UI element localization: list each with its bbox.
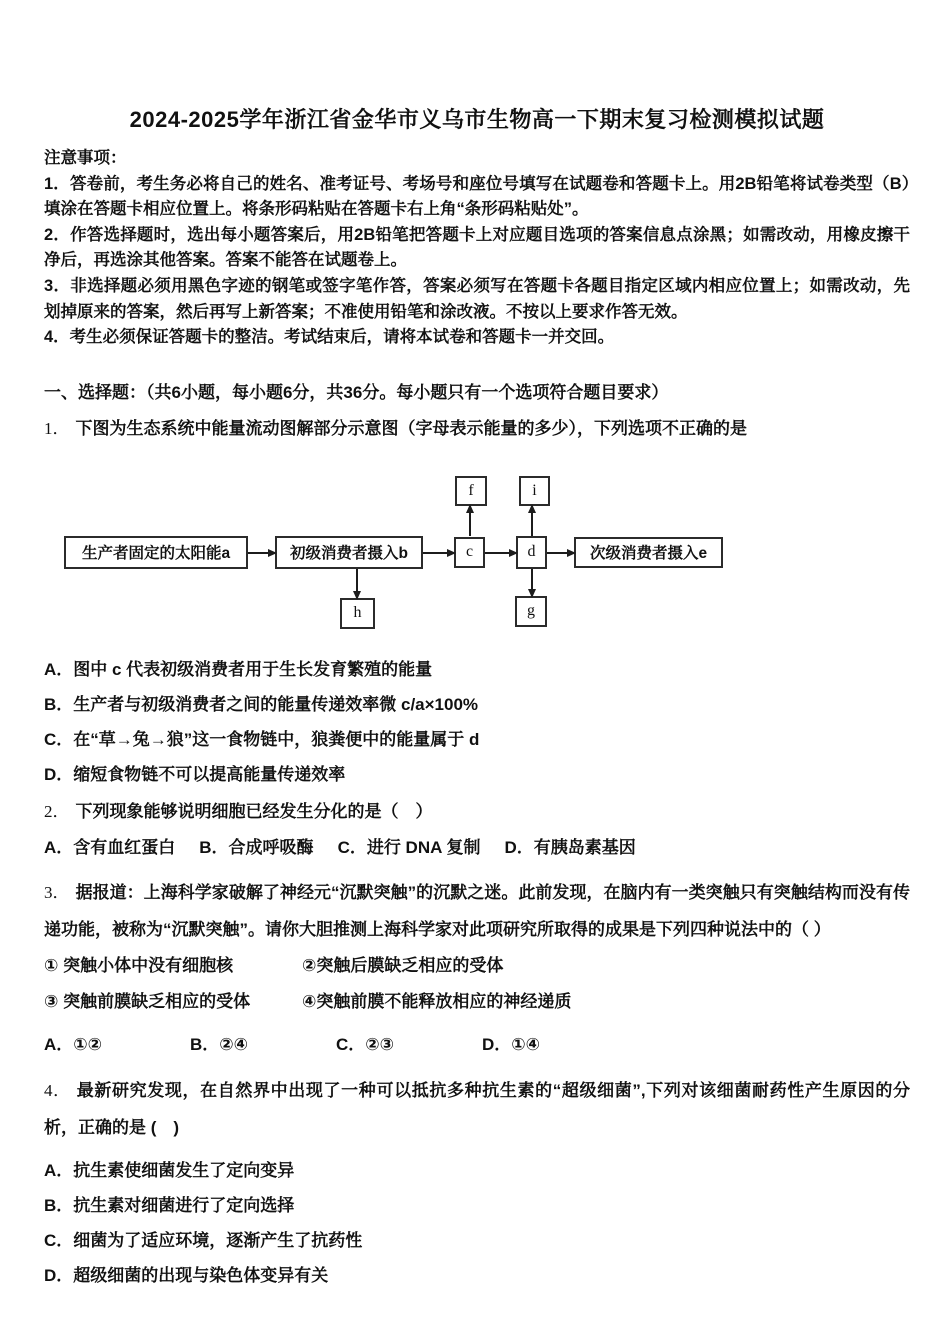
diagram-box-b: 初级消费者摄入b [275, 536, 423, 569]
question-2-options [44, 837, 910, 859]
question-1-stem [44, 417, 910, 441]
diagram-arrow-d-to-g [531, 569, 533, 596]
question-1-options [44, 659, 910, 786]
diagram-box-e: 次级消费者摄入e [574, 537, 723, 568]
diagram-arrow-a-to-b [248, 552, 275, 554]
question-3-option-d: D．①④ [482, 1034, 541, 1054]
question-1-option-d: D．缩短食物链不可以提高能量传递效率 [44, 764, 346, 784]
question-2-option-c: C．进行 DNA 复制 [337, 837, 481, 857]
notice-item-4: 4．考生必须保证答题卡的整洁。考试结束后，请将本试卷和答题卡一并交回。 [44, 328, 615, 347]
question-4 [44, 1072, 910, 1287]
question-4-stem [44, 1072, 910, 1146]
questions-area [44, 417, 910, 1287]
question-3-statements-row-2 [44, 984, 910, 1020]
diagram-box-a: 生产者固定的太阳能a [64, 536, 248, 569]
question-4-option-d: D．超级细菌的出现与染色体变异有关 [44, 1265, 329, 1285]
diagram-box-d: d [516, 536, 547, 569]
question-1-number: 1． [44, 418, 70, 438]
question-4-option-b: B．抗生素对细菌进行了定向选择 [44, 1195, 295, 1215]
page-title: 2024-2025学年浙江省金华市义乌市生物高一下期末复习检测模拟试题 [129, 107, 825, 132]
diagram-box-g: g [515, 596, 547, 627]
question-3-stem [44, 874, 910, 948]
question-3-stem-text: 据报道：上海科学家破解了神经元“沉默突触”的沉默之迷。此前发现，在脑内有一类突触只有突触结构而没有传递功能，被称为“沉默突触”。请你大胆推测上海科学家对此项研究所取得的成果是下列四种说法中的（ ） [44, 882, 911, 939]
question-4-option-a: A．抗生素使细菌发生了定向变异 [44, 1160, 295, 1180]
question-3-statement-2: ②突触后膜缺乏相应的受体 [302, 955, 504, 975]
diagram-arrow-b-to-h [356, 569, 358, 598]
notice-section [44, 146, 910, 351]
question-4-number: 4． [44, 1080, 71, 1100]
question-1-option-b: B．生产者与初级消费者之间的能量传递效率微 c/a×100% [44, 694, 479, 714]
diagram-arrow-c-to-f [469, 506, 471, 536]
question-3-statement-1: ① 突触小体中没有细胞核 [44, 955, 234, 975]
question-3-option-b: B．②④ [190, 1034, 249, 1054]
question-3-options [44, 1027, 910, 1063]
question-3-statement-3: ③ 突触前膜缺乏相应的受体 [44, 991, 251, 1011]
question-2-stem-text: 下列现象能够说明细胞已经发生分化的是（ ） [75, 801, 433, 821]
diagram-arrow-b-to-c [423, 552, 454, 554]
question-3-option-a: A．①② [44, 1034, 103, 1054]
question-3-option-c: C．②③ [336, 1034, 395, 1054]
diagram-box-c: c [454, 537, 485, 568]
question-2-stem [44, 800, 910, 824]
question-2-number: 2． [44, 801, 70, 821]
diagram-arrow-c-to-d [485, 552, 516, 554]
diagram-arrow-d-to-i [531, 506, 533, 536]
diagram-box-h: h [340, 598, 375, 629]
diagram-box-i: i [519, 476, 550, 506]
notice-item-3: 3．非选择题必须用黑色字迹的钢笔或签字笔作答，答案必须写在答题卡各题目指定区域内相应位置上；如需改动，先划掉原来的答案，然后再写上新答案；不准使用铅笔和涂改液。不按以上要求作答无效。 [44, 276, 910, 321]
energy-flow-diagram [44, 467, 910, 639]
notice-header: 注意事项： [44, 149, 127, 167]
question-4-option-c: C．细菌为了适应环境，逐渐产生了抗药性 [44, 1230, 363, 1250]
notice-item-1: 1．答卷前，考生务必将自己的姓名、准考证号、考场号和座位号填写在试题卷和答题卡上。用2B铅笔将试卷类型（B）填涂在答题卡相应位置上。将条形码粘贴在答题卡右上角“条形码粘贴处”。 [44, 174, 910, 219]
question-2-option-b: B．合成呼吸酶 [199, 837, 314, 857]
question-2-option-a: A．含有血红蛋白 [44, 837, 176, 857]
question-3-statements-row-1 [44, 948, 910, 984]
question-4-stem-text: 最新研究发现，在自然界中出现了一种可以抵抗多种抗生素的“超级细菌”,下列对该细菌耐药性产生原因的分析，正确的是 ( ) [44, 1080, 910, 1137]
question-3 [44, 874, 910, 1063]
diagram-box-f: f [455, 476, 487, 506]
question-1 [44, 417, 910, 786]
section-header: 一、选择题：（共6小题，每小题6分，共36分。每小题只有一个选项符合题目要求） [44, 382, 669, 402]
question-3-number: 3． [44, 882, 70, 902]
question-2-option-d: D．有胰岛素基因 [504, 837, 636, 857]
question-1-stem-text: 下图为生态系统中能量流动图解部分示意图（字母表示能量的多少），下列选项不正确的是 [75, 418, 747, 438]
question-1-option-a: A．图中 c 代表初级消费者用于生长发育繁殖的能量 [44, 659, 433, 679]
diagram-arrow-d-to-e [547, 552, 574, 554]
question-3-statement-4: ④突触前膜不能释放相应的神经递质 [302, 991, 572, 1011]
question-2 [44, 800, 910, 859]
question-4-options [44, 1160, 910, 1287]
question-1-option-c: C．在“草→兔→狼”这一食物链中，狼粪便中的能量属于 d [44, 729, 480, 749]
notice-item-2: 2．作答选择题时，选出每小题答案后，用2B铅笔把答题卡上对应题目选项的答案信息点涂黑；如需改动，用橡皮擦干净后，再选涂其他答案。答案不能答在试题卷上。 [44, 225, 910, 270]
